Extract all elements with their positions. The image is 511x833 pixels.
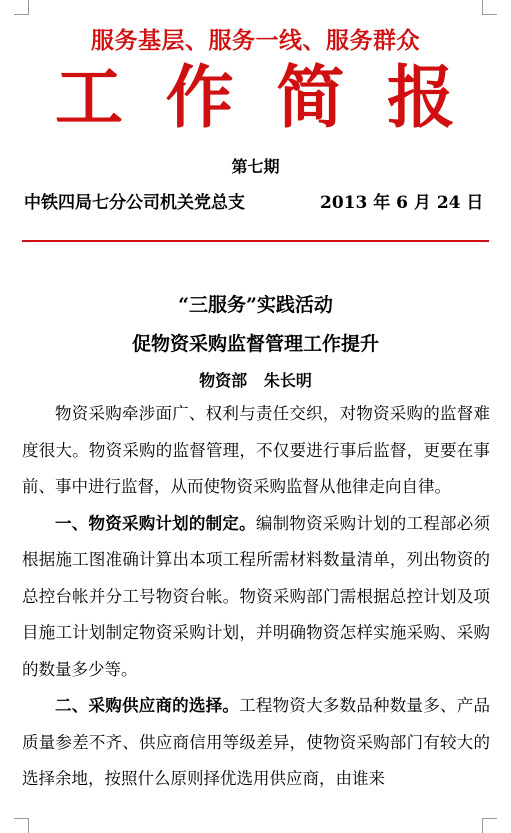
paragraph-text: 工程物资大多数品种数量多、产品质量参差不齐、供应商信用等级差异，使物资采购部门有较大的选择余地，按照什么原则择优选用供应商，由谁来 xyxy=(22,696,491,788)
article-body xyxy=(22,396,490,798)
paragraph-text: 物资采购牵涉面广、权利与责任交织，对物资采购的监督难度很大。物资采购的监督管理，不仅要进行事后监督，更要在事前、事中进行监督，从而使物资采购监督从他律走向自律。 xyxy=(22,404,490,496)
masthead-char: 工 xyxy=(55,58,124,138)
page-corner-mark xyxy=(14,0,29,15)
paragraph-lead: 一、物资采购计划的制定。 xyxy=(55,513,256,533)
article-title-line1: “三服务”实践活动 xyxy=(178,294,333,316)
issue-date: 2013 年 6 月 24 日 xyxy=(320,193,484,213)
red-divider xyxy=(22,240,489,242)
masthead-char: 报 xyxy=(386,58,455,138)
page-corner-mark xyxy=(14,818,29,833)
slogan: 服务基层、服务一线、服务群众 xyxy=(91,27,420,54)
article-title-line2: 促物资采购监督管理工作提升 xyxy=(131,333,379,355)
masthead-char: 作 xyxy=(165,58,234,138)
body-paragraph xyxy=(22,396,490,506)
page-corner-mark xyxy=(482,818,497,833)
masthead-title xyxy=(55,56,455,140)
issuing-organization: 中铁四局七分公司机关党总支 xyxy=(24,193,245,213)
page-corner-mark xyxy=(482,0,497,15)
paragraph-lead: 二、采购供应商的选择。 xyxy=(55,696,240,715)
article-byline: 物资部 朱长明 xyxy=(199,371,312,390)
body-paragraph xyxy=(22,688,490,798)
body-paragraph xyxy=(22,506,490,689)
masthead-char: 简 xyxy=(276,58,345,138)
issue-number: 第七期 xyxy=(231,157,280,176)
paragraph-text: 编制物资采购计划的工程部必须根据施工图准确计算出本项工程所需材料数量清单，列出物资的总控台帐并分工号物资台帐。物资采购部门需根据总控计划及项目施工计划制定物资采购计划，并明确物资怎样实施采购、采购的数量多少等。 xyxy=(22,513,491,679)
